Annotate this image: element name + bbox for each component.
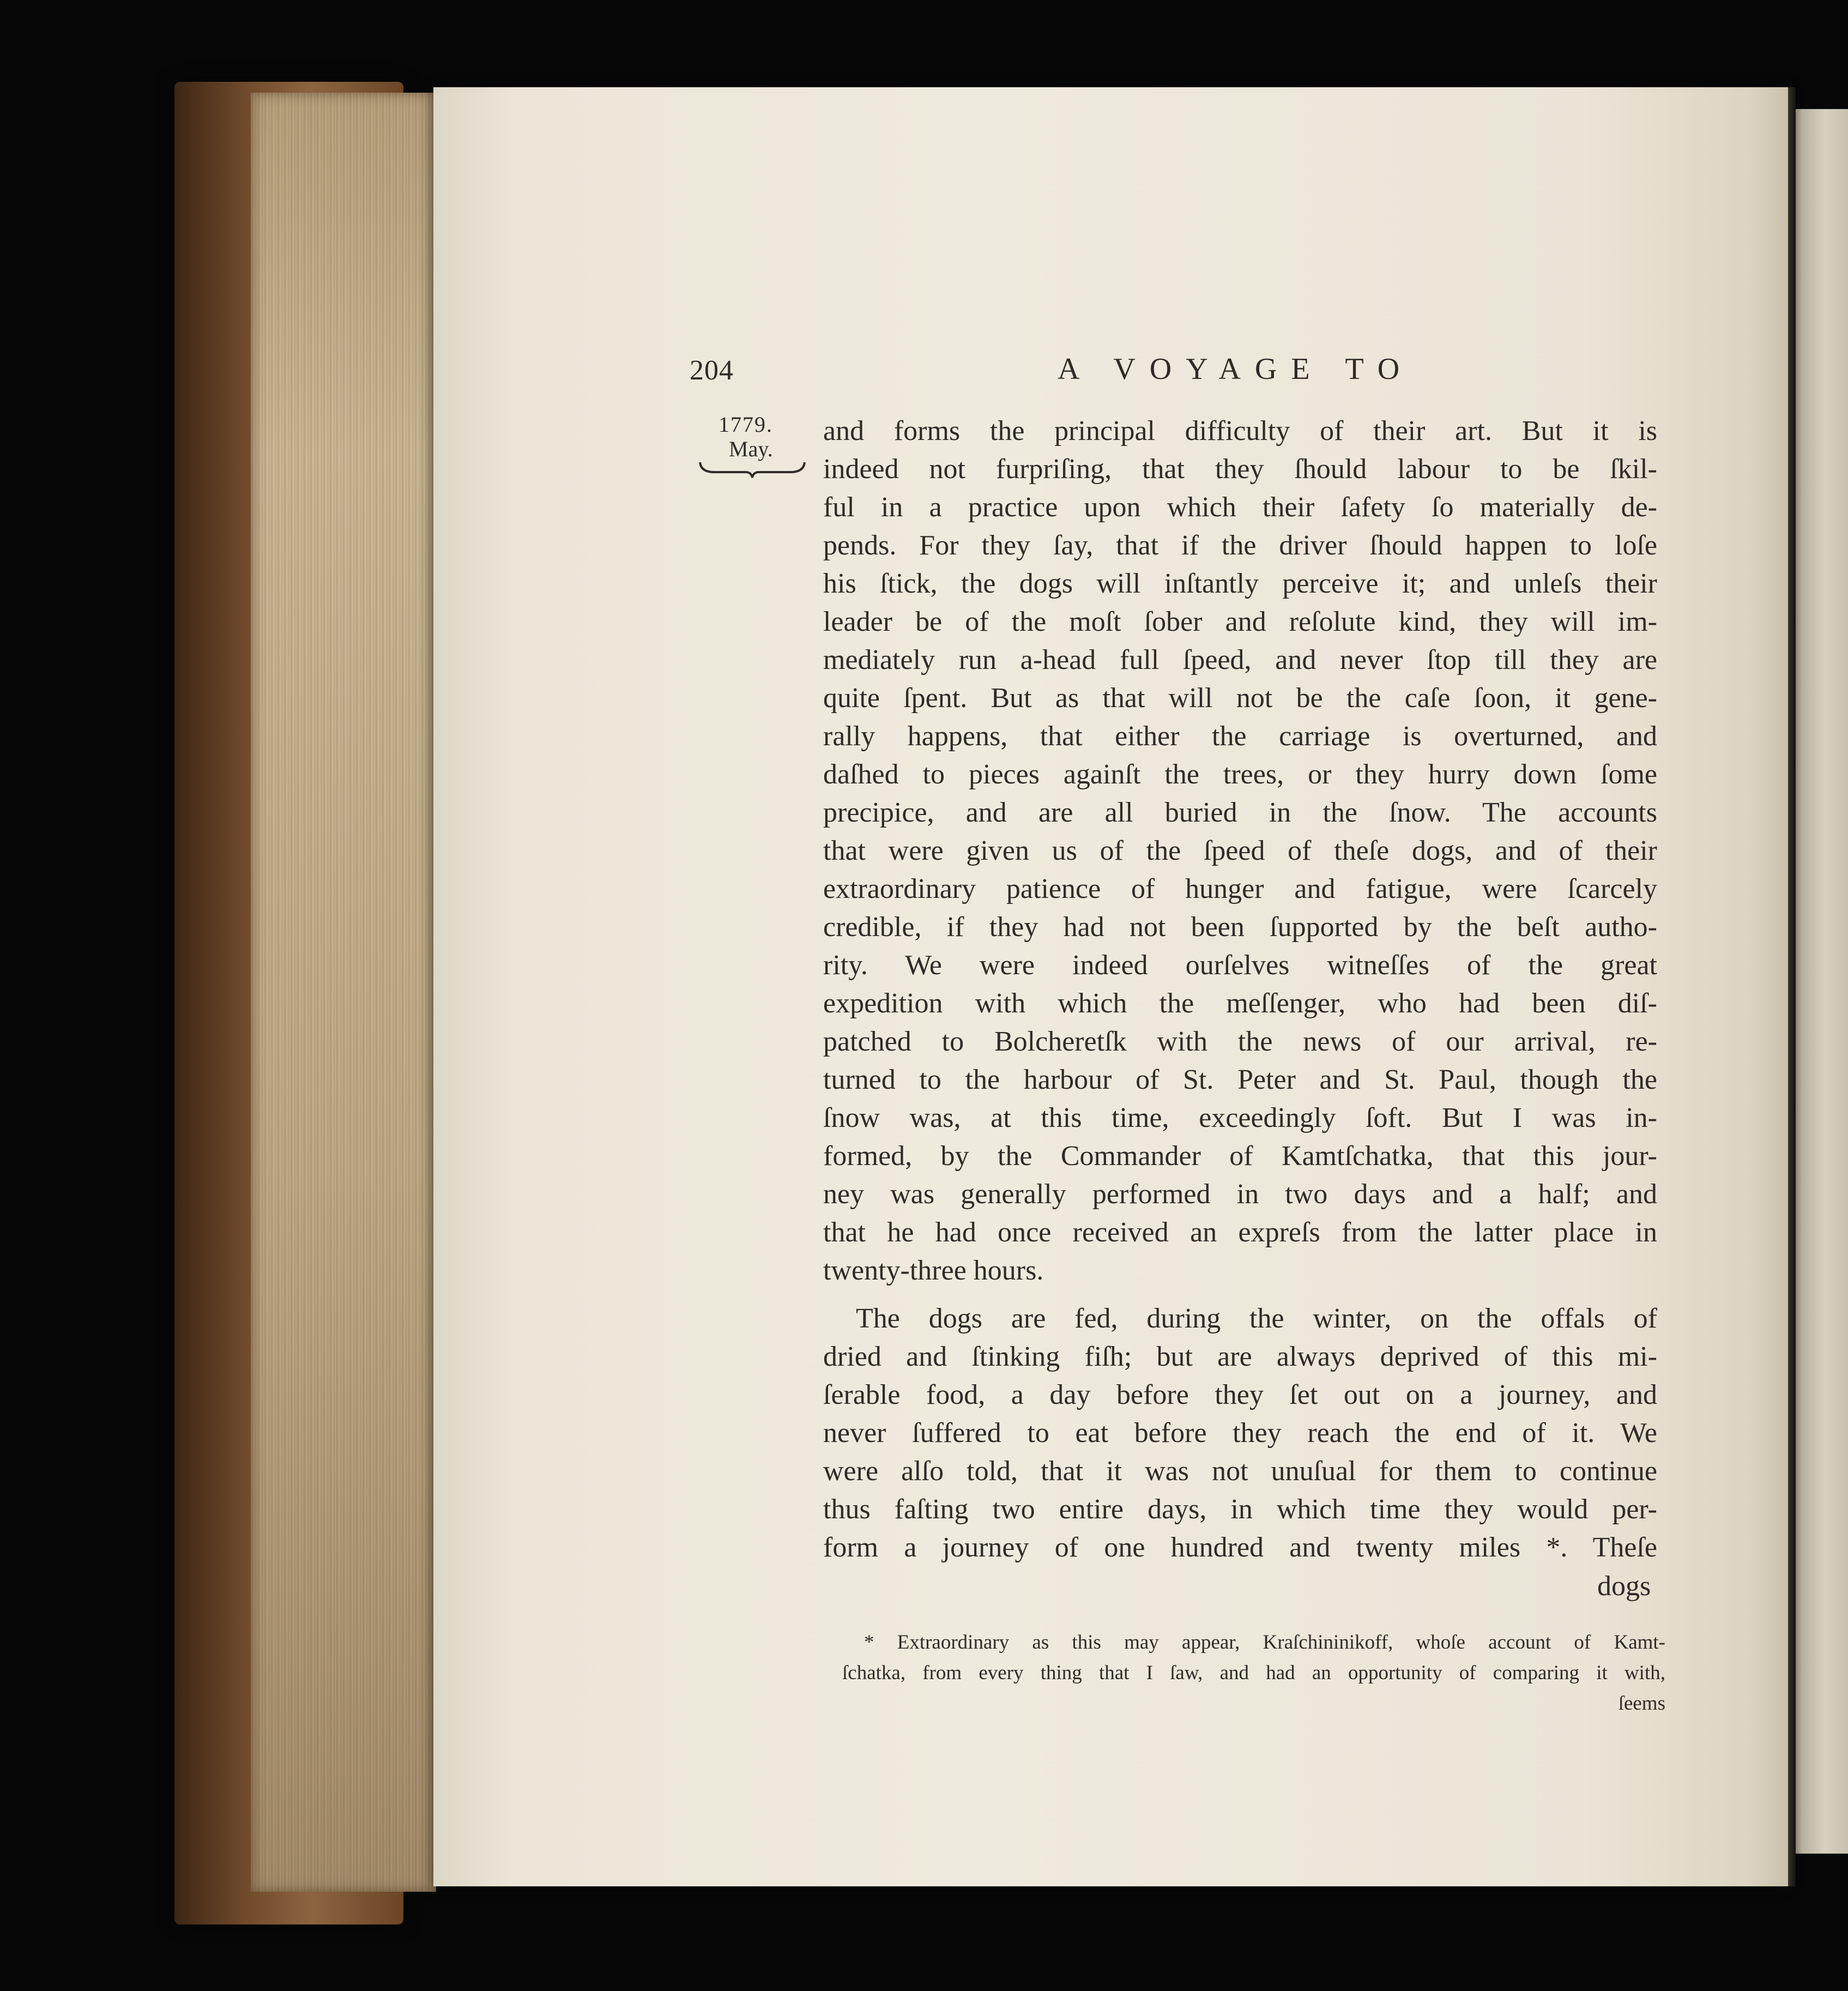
footnote-line: * Extraordinary as this may appear, Kraſchininikoff, whoſe account of Kamt- [864, 1631, 1665, 1654]
body-line: twenty-three hours. [823, 1255, 1044, 1286]
body-line: rity. We were indeed ourſelves witneſſes of the great [823, 950, 1657, 981]
body-text [823, 412, 1657, 1567]
body-line: and forms the principal difficulty of their art. But it is [823, 415, 1657, 447]
footnote-line: ſeems [1618, 1692, 1665, 1715]
margin-note-year: 1779. [718, 412, 773, 437]
page-number: 204 [690, 355, 734, 386]
body-line: ſnow was, at this time, exceedingly ſoft. But I was in- [823, 1102, 1657, 1133]
body-line: pends. For they ſay, that if the driver ſhould happen to loſe [823, 530, 1657, 561]
body-line: ſerable food, a day before they ſet out on a journey, and [823, 1379, 1657, 1410]
body-line: leader be of the moſt ſober and reſolute kind, they will im- [823, 606, 1657, 637]
body-line: mediately run a-head full ſpeed, and never ſtop till they are [823, 644, 1657, 675]
margin-note-month: May. [729, 437, 773, 461]
body-line: that he had once received an expreſs from the latter place in [823, 1217, 1657, 1248]
body-line: formed, by the Commander of Kamtſchatka, that this jour- [823, 1141, 1657, 1172]
facing-page-edge [1791, 109, 1848, 1854]
body-line: form a journey of one hundred and twenty miles *. Theſe [823, 1532, 1657, 1563]
margin-brace-icon [698, 458, 807, 480]
body-line: that were given us of the ſpeed of theſe dogs, and of their [823, 835, 1657, 866]
body-line: never ſuffered to eat before they reach the end of it. We [823, 1417, 1657, 1449]
catchword: dogs [1597, 1571, 1651, 1602]
body-line: ful in a practice upon which their ſafety ſo materially de- [823, 492, 1657, 523]
paragraph-gap [823, 1290, 1657, 1300]
footnote [842, 1627, 1665, 1719]
page-edges [251, 93, 436, 1892]
body-line: credible, if they had not been ſupported by the beſt autho- [823, 912, 1657, 943]
body-line: ney was generally performed in two days and a half; and [823, 1179, 1657, 1210]
body-line: precipice, and are all buried in the ſnow. The accounts [823, 797, 1657, 828]
body-line: dried and ſtinking fiſh; but are always deprived of this mi- [823, 1341, 1657, 1372]
body-line: turned to the harbour of St. Peter and St. Paul, though the [823, 1064, 1657, 1095]
running-head: A VOYAGE TO [1058, 352, 1414, 386]
body-line: The dogs are fed, during the winter, on the offals of [856, 1303, 1657, 1334]
footnote-line: ſchatka, from every thing that I ſaw, and had an opportunity of comparing it with, [842, 1662, 1665, 1684]
body-line: expedition with which the meſſenger, who had been diſ- [823, 988, 1657, 1019]
body-line: his ſtick, the dogs will inſtantly perceive it; and unleſs their [823, 568, 1657, 599]
body-line: were alſo told, that it was not unuſual for them to continue [823, 1456, 1657, 1487]
body-line: patched to Bolcheretſk with the news of our arrival, re- [823, 1026, 1657, 1057]
body-line: rally happens, that either the carriage is overturned, and [823, 721, 1657, 752]
body-line: extraordinary patience of hunger and fatigue, were ſcarcely [823, 873, 1657, 904]
body-line: daſhed to pieces againſt the trees, or they hurry down ſome [823, 759, 1657, 790]
page-gutter-shadow [1788, 87, 1796, 1886]
body-line: thus faſting two entire days, in which time they would per- [823, 1494, 1657, 1525]
body-line: quite ſpent. But as that will not be the caſe ſoon, it gene- [823, 683, 1657, 714]
body-line: indeed not furpriſing, that they ſhould labour to be ſkil- [823, 454, 1657, 485]
